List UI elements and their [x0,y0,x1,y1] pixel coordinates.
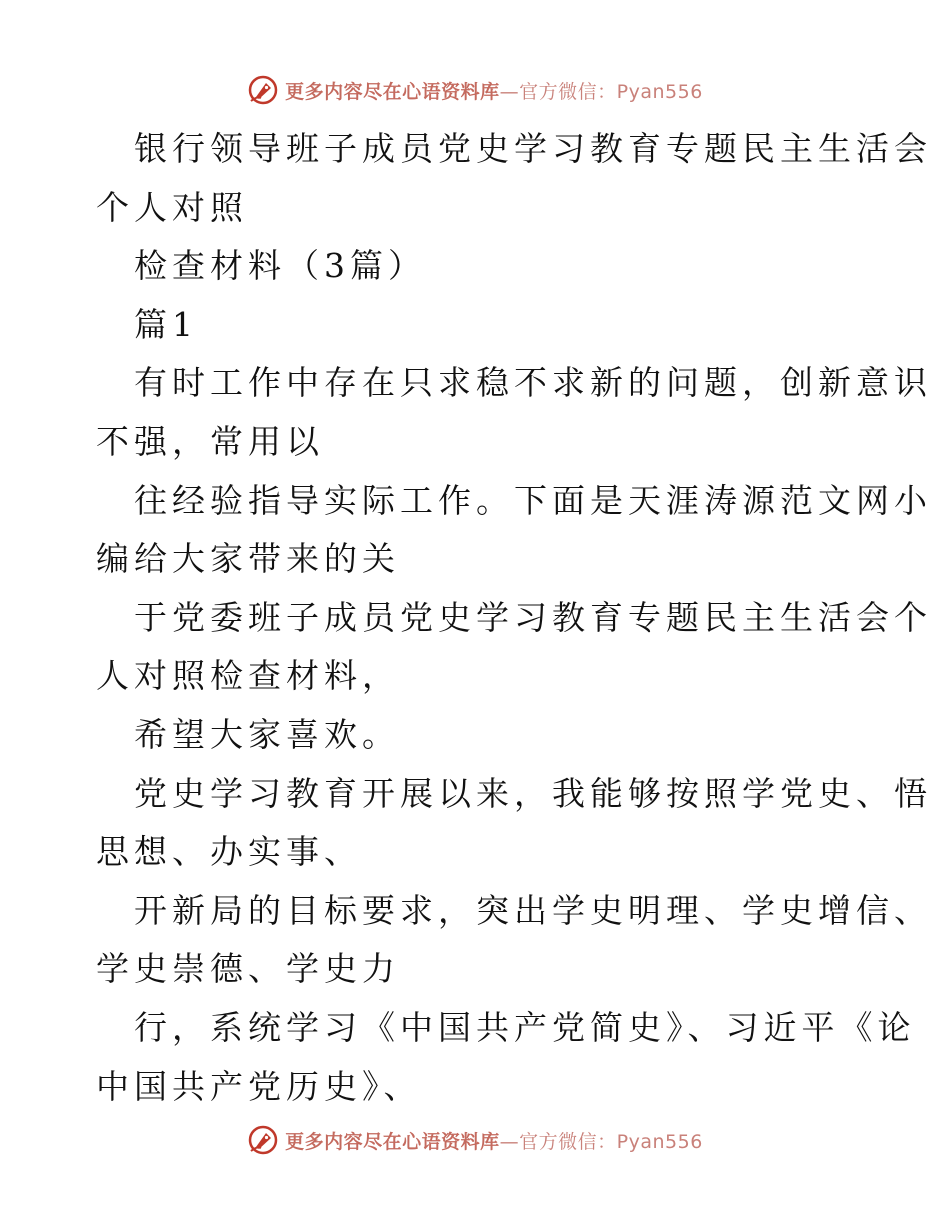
banner-main-text: 更多内容尽在心语资料库 [285,1130,500,1153]
pen-nib-logo-icon [247,74,279,106]
pen-nib-logo-icon [247,1124,279,1156]
paragraph-line: 往经验指导实际工作。下面是天涯涛源范文网小 [134,480,932,520]
paragraph-line: 中国共产党历史》、 [96,1066,422,1106]
paragraph-line: 希望大家喜欢。 [134,714,400,754]
banner-separator: — [499,1130,520,1153]
paragraph-line: 于党委班子成员党史学习教育专题民主生活会个 [134,597,932,637]
banner-wechat-text: 官方微信：Pyan556 [519,80,703,103]
banner-main-text: 更多内容尽在心语资料库 [285,80,500,103]
banner-wechat-text: 官方微信：Pyan556 [519,1130,703,1153]
banner-separator: — [499,80,520,103]
banner-text [285,1127,703,1154]
section-heading: 篇1 [134,304,198,344]
header-banner [0,72,950,108]
banner-text [285,77,703,104]
title-line-1: 银行领导班子成员党史学习教育专题民主生活会 [134,129,932,168]
footer-banner [0,1122,950,1158]
paragraph-line: 学史崇德、学史力 [96,949,400,989]
document-body [96,120,932,1116]
title-line-3: 检查材料（3篇） [134,246,426,286]
paragraph-line: 不强，常用以 [96,421,324,461]
paragraph-line: 思想、办实事、 [96,832,362,872]
paragraph-line: 有时工作中存在只求稳不求新的问题，创新意识 [134,363,932,403]
paragraph-line: 行，系统学习《中国共产党简史》、习近平《论 [134,1007,916,1047]
paragraph-line: 党史学习教育开展以来，我能够按照学党史、悟 [134,773,932,813]
paragraph-line: 编给大家带来的关 [96,539,400,579]
title-line-2: 个人对照 [96,187,248,227]
paragraph-line: 人对照检查材料， [96,656,400,696]
paragraph-line: 开新局的目标要求，突出学史明理、学史增信、 [134,890,932,930]
